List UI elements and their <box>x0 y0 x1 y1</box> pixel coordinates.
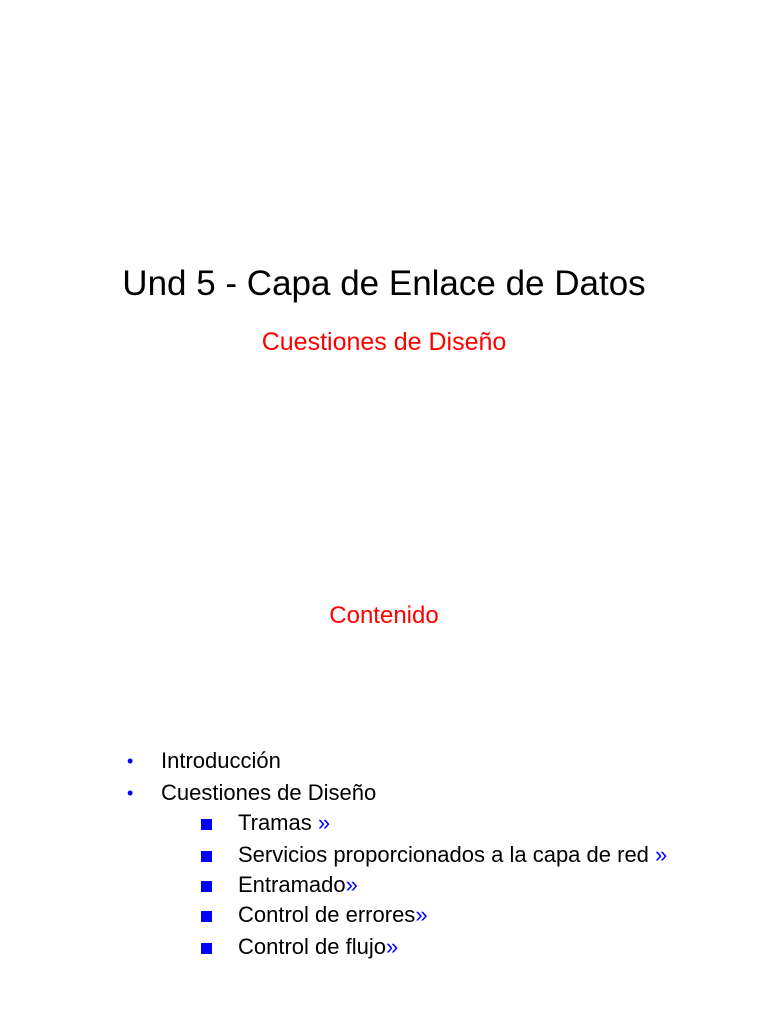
link-arrow[interactable]: » <box>385 934 399 959</box>
toc-subitem-label: Tramas <box>238 810 318 835</box>
toc-item-introduccion[interactable] <box>127 746 281 776</box>
toc-subitem-label: Entramado <box>238 872 346 897</box>
toc-item-label: Cuestiones de Diseño <box>161 780 377 805</box>
link-arrow[interactable]: » <box>655 842 668 867</box>
link-arrow[interactable]: » <box>415 902 428 927</box>
square-bullet-icon <box>201 851 212 862</box>
toc-item-cuestiones-de-diseno[interactable] <box>127 778 377 808</box>
toc-subitem-servicios[interactable] <box>238 840 667 870</box>
link-arrow[interactable]: » <box>317 810 331 835</box>
toc-subitem-tramas[interactable] <box>238 808 330 838</box>
toc-subitem-label: Control de flujo <box>238 934 386 959</box>
square-bullet-icon <box>201 943 212 954</box>
toc-subitem-control-de-errores[interactable] <box>238 900 428 930</box>
toc-subitem-label: Control de errores <box>238 902 416 927</box>
square-bullet-icon <box>201 911 212 922</box>
toc-subitem-control-de-flujo[interactable] <box>238 932 398 962</box>
toc-item-label: Introducción <box>161 748 281 773</box>
square-bullet-icon <box>201 881 212 892</box>
link-arrow[interactable]: » <box>345 872 358 897</box>
page-title: Und 5 - Capa de Enlace de Datos <box>122 264 646 303</box>
page-subtitle: Cuestiones de Diseño <box>261 328 507 356</box>
toc-subitem-label: Servicios proporcionados a la capa de red <box>238 842 656 867</box>
contents-heading: Contenido <box>329 602 439 629</box>
square-bullet-icon <box>201 819 212 830</box>
toc-subitem-entramado[interactable] <box>238 870 358 900</box>
bullet-icon: • <box>127 751 134 771</box>
bullet-icon: • <box>127 783 134 803</box>
